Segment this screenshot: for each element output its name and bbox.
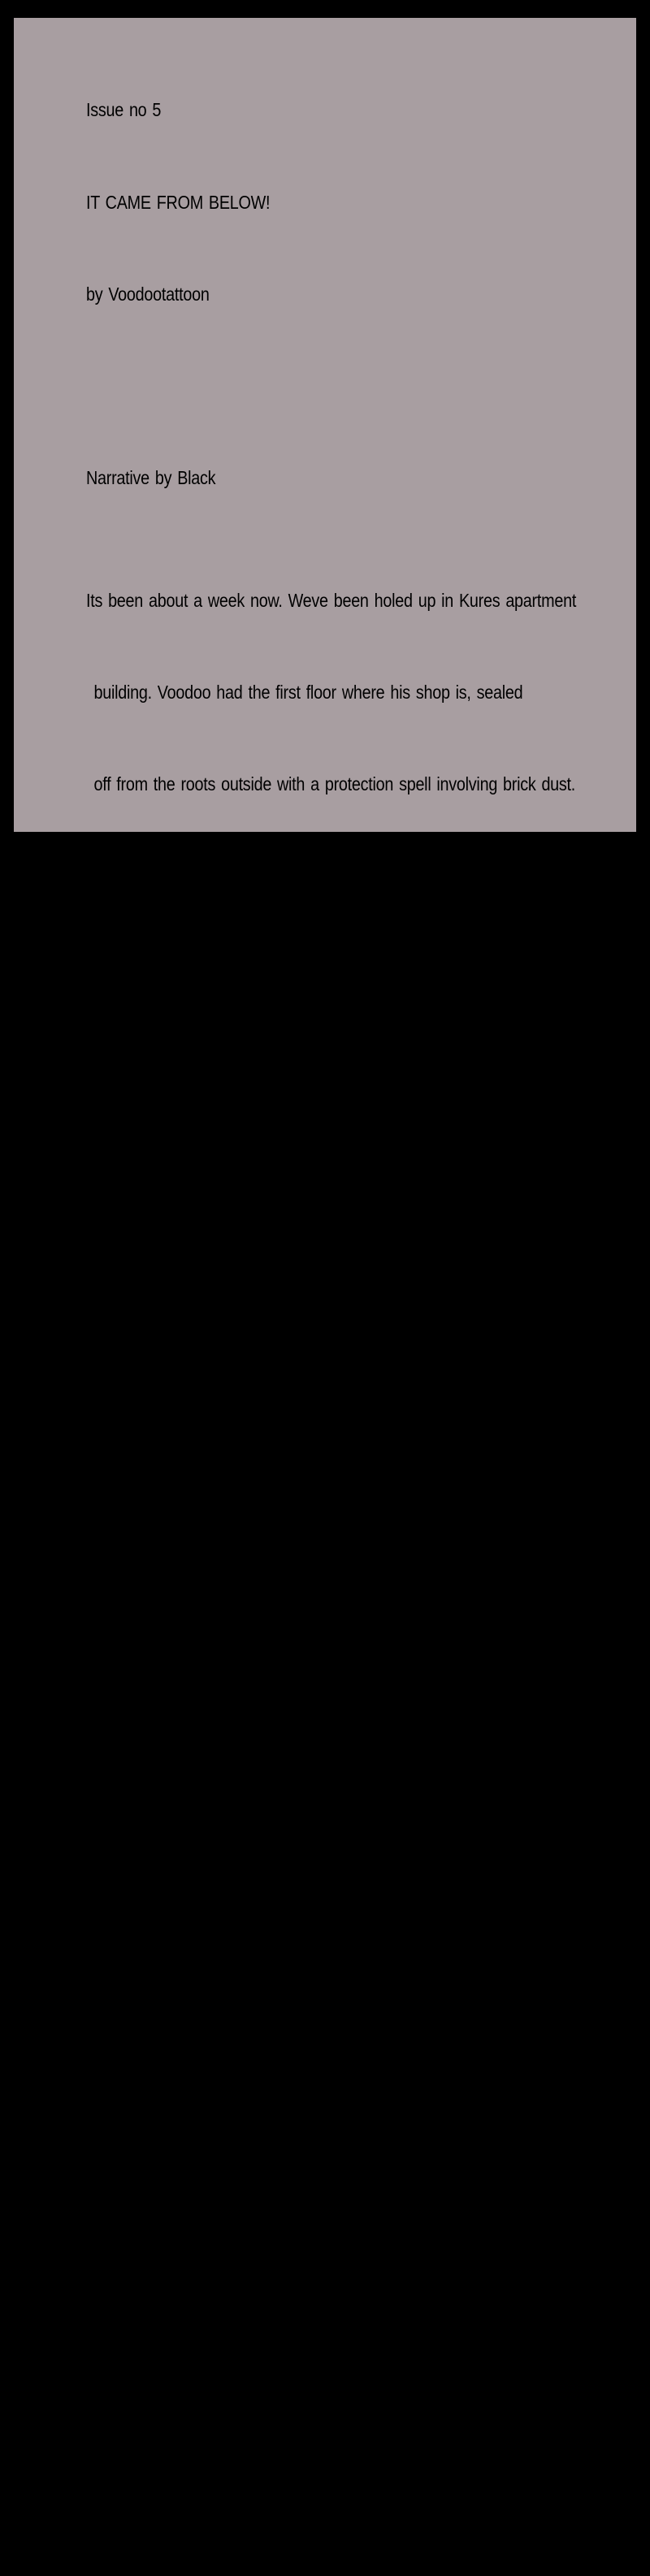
paragraph-line: slow.... boring... process. Were going at eachothers throats. Everybody: [86, 1814, 587, 1836]
paragraph-line: by the weeds we had to move from the second to the third.: [93, 1355, 516, 1377]
paragraph-line: but the harsh winter storm that came in the past couple days: [86, 864, 519, 886]
paragraph-line: the room as Kure scattered the dust. The rest of us have been: [86, 1539, 532, 1561]
paragraph-line: Weve been pushed up to the top floor now and the roots are so: [86, 2120, 541, 2142]
paragraph-line: the floor.: [86, 1049, 148, 1071]
blank-line: [86, 1994, 554, 2025]
paragraph-line: Johnny(voodoo) was always a floor below Praying and sealing: [86, 1447, 528, 1469]
byline: by Voodootattoon: [86, 283, 210, 305]
paragraph-line: worst part is that the entire population of Void is now a massive: [86, 2396, 538, 2418]
paragraph-line: off from the roots outside with a protection spell involving brick dust.: [93, 773, 576, 794]
issue-number: Issue no 5: [86, 99, 162, 121]
paragraph-line: chizzlin bricks outta the building as much as we can tryin: [93, 1630, 499, 1652]
paragraph-line: has been wearin that plan thin. the roots pushed up from below: [93, 956, 545, 978]
blank-line: [86, 371, 554, 402]
paragraph-line: is irritable.: [86, 1906, 158, 1928]
paragraph-line: then the building would just collapse. We need to move. but the: [93, 2304, 546, 2326]
paragraph-line: Its been about a week now. Weve been holed up in Kures apartment: [86, 589, 577, 611]
story-title: IT CAME FROM BELOW!: [86, 191, 271, 213]
paragraph-line: army of zombies that have flocked to surround our fort.: [93, 2487, 485, 2509]
comic-text-page: [14, 18, 636, 2509]
blank-line: [86, 1136, 554, 1167]
paragraph-line: building. Voodoo had the first floor where his shop is, sealed: [93, 681, 523, 703]
story-text: [86, 34, 587, 2576]
paragraph-line: to keep Johnny and kure's resources up. Its been a long...: [86, 1722, 500, 1744]
paragraph-line: The Tattoo shop is gone now. After the first floor was overtaken: [86, 1262, 535, 1284]
paragraph-line: tightly wrapped around the structure that if they were to untangle: [86, 2212, 545, 2234]
narrative-label: Narrative by Black: [86, 466, 216, 488]
